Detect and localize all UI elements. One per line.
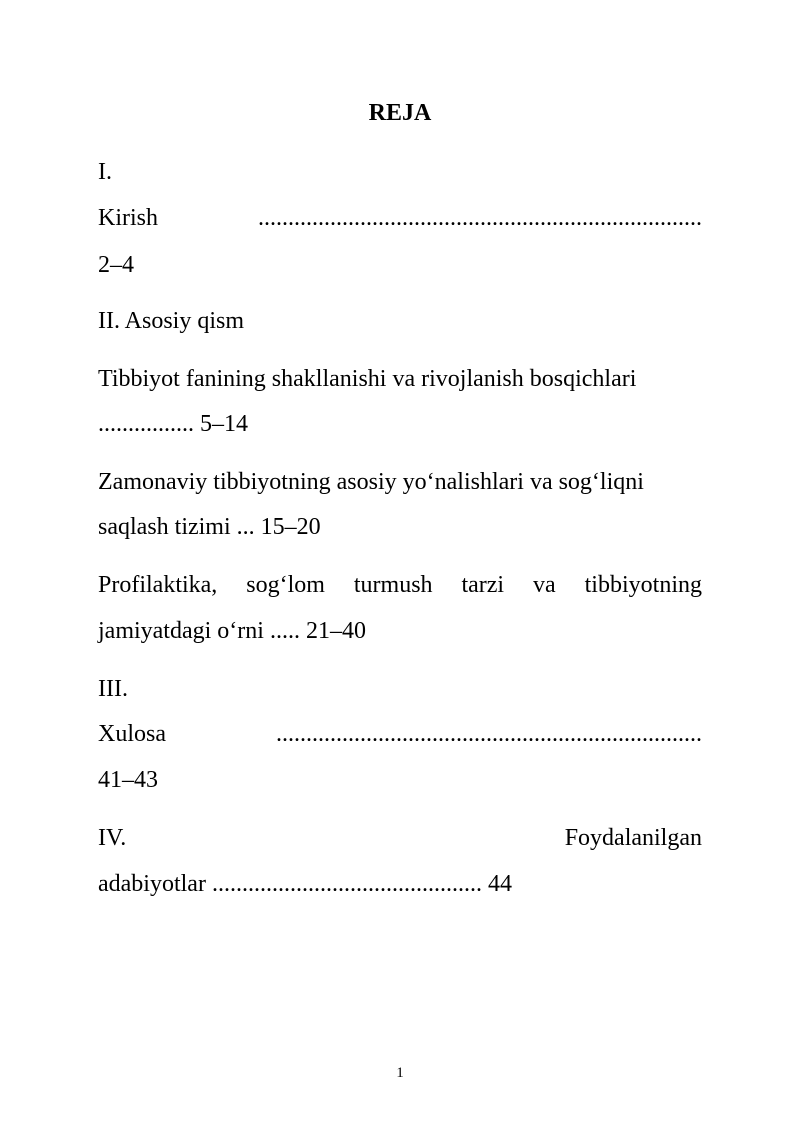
section-1-dots: .......................................................................... xyxy=(258,205,702,231)
section-3-label: Xulosa xyxy=(98,721,166,747)
section-2-item-1-line-2: ................ 5–14 xyxy=(98,411,248,437)
section-3-dots: ....................................................................... xyxy=(276,721,702,747)
item-3-word: sog‘lom xyxy=(246,572,325,598)
section-4-line-2: adabiyotlar ............................................. 44 xyxy=(98,871,512,897)
section-2-item-1-line-1: Tibbiyot fanining shakllanishi va rivojlanish bosqichlari xyxy=(98,366,637,392)
item-3-word: va xyxy=(533,572,556,598)
section-1-label: Kirish xyxy=(98,205,158,231)
page-number: 1 xyxy=(396,1065,404,1081)
section-2-item-2-line-2: saqlash tizimi ... 15–20 xyxy=(98,514,321,540)
section-4-numeral: IV. xyxy=(98,825,127,851)
section-2-heading: II. Asosiy qism xyxy=(98,308,245,334)
section-2-item-3-line-2: jamiyatdagi o‘rni ..... 21–40 xyxy=(98,618,366,644)
section-3-pages: 41–43 xyxy=(98,767,158,793)
section-1-pages: 2–4 xyxy=(98,252,134,278)
section-1-numeral: I. xyxy=(98,159,112,185)
item-3-word: turmush xyxy=(353,572,433,598)
item-3-word: Profilaktika, xyxy=(98,572,218,598)
item-3-word: tibbiyotning xyxy=(584,572,702,598)
item-3-word: tarzi xyxy=(461,572,505,598)
section-4-entry xyxy=(98,824,702,852)
section-3-numeral: III. xyxy=(98,676,128,702)
section-4-label: Foydalanilgan xyxy=(564,825,702,851)
section-3-entry xyxy=(98,720,702,748)
section-2-item-2-line-1: Zamonaviy tibbiyotning asosiy yo‘nalishlari va sog‘liqni xyxy=(98,469,644,495)
page-title: REJA xyxy=(368,100,432,126)
section-1-entry xyxy=(98,204,702,232)
section-2-item-3-line-1 xyxy=(98,571,702,599)
